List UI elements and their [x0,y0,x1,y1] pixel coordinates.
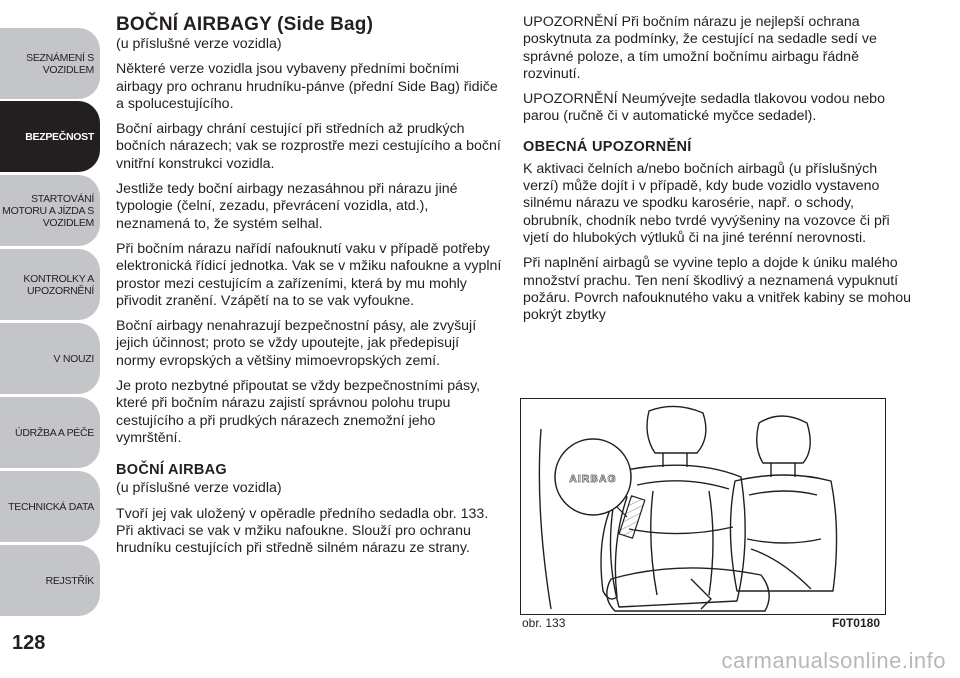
paragraph: Jestliže tedy boční airbagy nezasáhnou při nárazu jiné typologie (čelní, zezadu, převrácení vozidla, atd.), neznamená to, že systém selhal. [116,181,458,232]
figure-code: F0T0180 [831,616,880,630]
tab-rejstrik[interactable]: REJSTŘÍK [0,545,100,616]
section-subtitle: (u příslušné verze vozidla) [116,36,282,52]
paragraph: Některé verze vozidla jsou vybaveny předními bočními airbagy pro ochranu hrudníku-pánve (přední Side Bag) řidiče a spolucestujícího. [116,61,498,112]
chapter-tabs [0,0,102,612]
airbag-seat-label: AIRBAG [569,473,617,485]
paragraph: Boční airbagy chrání cestující při středních až prudkých bočních nárazech; vak se rozprostře mezi cestujícího a boční vnitřní konstrukci vozidla. [116,121,501,172]
figure-caption: obr. 133 [522,616,566,630]
warning-paragraph: UPOZORNĚNÍ Při bočním nárazu je nejlepší ochrana poskytnuta za podmínky, že cestující na sedadle sedí ve správné poloze, a tím umožní bočnímu airbagu řádně rozvinutí. [523,14,877,82]
paragraph: Boční airbagy nenahrazují bezpečnostní pásy, ale zvyšují jejich účinnost; proto se vždy upoutejte, jak předepisují normy evropských a většiny mimoevropských zemí. [116,318,477,369]
figure-133 [520,398,886,632]
right-column [523,14,913,332]
tab-kontrolky[interactable]: KONTROLKY A UPOZORNĚNÍ [0,249,100,320]
paragraph: Je proto nezbytné připoutat se vždy bezpečnostními pásy, které při bočním nárazu zajistí správnou polohu trupu cestujícího a při prudkých nárazech znemožní jeho vymrštění. [116,378,481,446]
general-warnings-heading: OBECNÁ UPOZORNĚNÍ [523,138,692,155]
tab-v-nouzi[interactable]: V NOUZI [0,323,100,394]
section-heading: BOČNÍ AIRBAGY (Side Bag) [116,14,374,35]
paragraph: Při naplnění airbagů se vyvine teplo a dojde k úniku malého množství prachu. Ten není škodlivý a neznamená vypuknutí požáru. Povrch nafouknutého vaku a vnitřek kabiny se mohou pokrýt zbytky [523,255,912,324]
page-number: 128 [12,632,46,654]
watermark: carmanualsonline.info [721,648,946,673]
tab-technicka-data[interactable]: TECHNICKÁ DATA [0,471,100,542]
left-column [116,14,502,565]
tab-bezpecnost[interactable]: BEZPEČNOST [0,101,100,172]
seat-airbag-illustration [520,398,886,615]
tab-seznameni[interactable]: SEZNÁMENÍ S VOZIDLEM [0,28,100,99]
subsection-heading: BOČNÍ AIRBAG [116,462,228,479]
tab-udrzba[interactable]: ÚDRŽBA A PÉČE [0,397,100,468]
paragraph: Při bočním nárazu nařídí nafouknutí vaku v případě potřeby elektronická řídicí jednotka. Vak se v mžiku nafoukne a vyplní prostor mezi cestujícím a zařízeními, která by mu mohly přivodit zranění. Vzápětí na to se vak vyfoukne. [116,240,502,309]
car-seat-illustration [521,399,887,616]
tab-startovani[interactable]: STARTOVÁNÍ MOTORU A JÍZDA S VOZIDLEM [0,175,100,246]
warning-paragraph: UPOZORNĚNÍ Neumývejte sedadla tlakovou vodou nebo parou (ručně či v automatické myčce sedadel). [523,91,885,125]
paragraph: Tvoří jej vak uložený v opěradle předního sedadla obr. 133. Při aktivaci se vak v mžiku nafoukne. Slouží pro ochranu hrudníku cestujících při středně silném nárazu ze strany. [116,505,489,557]
subsection-subtitle: (u příslušné verze vozidla) [116,480,282,497]
paragraph: K aktivaci čelních a/nebo bočních airbagů (u příslušných verzí) může dojít i v případě, kdy bude vozidlo vystaveno silnému nárazu ve spodku karosérie, např. o schody, obrubník, chodník nebo tvrdé vyvýšeniny na vozovce či při vjetí do hlubokých výtluků či na jiné terénní nerovnosti. [523,160,890,246]
